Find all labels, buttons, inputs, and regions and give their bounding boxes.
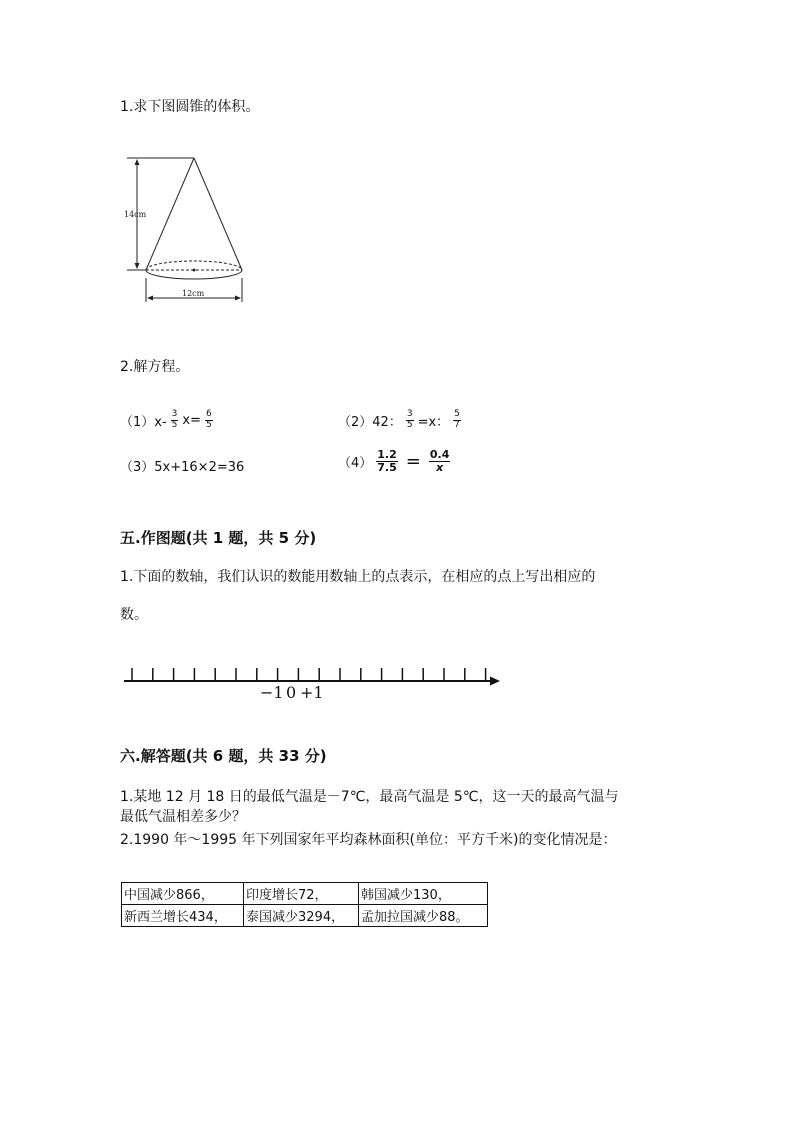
number-line-arrow-icon <box>490 677 500 686</box>
diameter-arrow-head-left <box>147 296 153 301</box>
cone-figure <box>120 150 260 310</box>
equation-4 <box>338 449 454 474</box>
equation-2-mid: =x： <box>417 414 450 430</box>
table-row <box>122 883 488 905</box>
equation-2-fraction-a: $\frac{3}{5}$ <box>406 409 413 430</box>
section-5-question-1-line-2: 数。 <box>120 607 148 623</box>
equation-1-fraction-a: $\frac{3}{5}$ <box>171 409 178 430</box>
table-row <box>122 905 488 927</box>
table-cell: 泰国减少3294， <box>244 905 359 927</box>
number-line-label-0: 0 <box>286 683 297 702</box>
question-1-text: 1.求下图圆锥的体积。 <box>120 99 260 115</box>
equation-3: （3）5x+16×2=36 <box>120 460 245 475</box>
section-6-question-1-line-2: 最低气温相差多少？ <box>120 809 246 825</box>
section-5-question-1-line-1: 1.下面的数轴，我们认识的数能用数轴上的点表示，在相应的点上写出相应的 <box>120 569 596 585</box>
cone-left-side <box>146 158 194 270</box>
equation-2-prefix: （2）42： <box>338 414 402 430</box>
number-line-label-minus-1: −1 <box>260 683 284 702</box>
number-line-ticks <box>132 668 486 681</box>
forest-change-table <box>121 882 488 927</box>
table-cell: 孟加拉国减少88。 <box>359 905 488 927</box>
height-arrow-head-bottom <box>135 263 140 269</box>
equation-1-mid: x= <box>182 412 201 428</box>
equation-4-fraction-a: $\frac{1.2}{7.5}$ <box>377 448 397 475</box>
cone-right-side <box>194 158 242 270</box>
height-arrow-head-top <box>135 159 140 165</box>
table-cell: 新西兰增长434， <box>122 905 244 927</box>
equation-4-fraction-b: $\frac{0.4}{x}$ <box>429 448 450 475</box>
equation-2 <box>338 410 465 431</box>
equation-1-fraction-b: $\frac{6}{5}$ <box>205 409 212 430</box>
equation-4-equals: = <box>405 451 421 473</box>
height-label: 14cm <box>124 210 147 219</box>
number-line <box>120 664 505 704</box>
table-cell: 韩国减少130， <box>359 883 488 905</box>
table-cell: 印度增长72， <box>244 883 359 905</box>
section-6-question-1-line-1: 1.某地 12 月 18 日的最低气温是－7℃，最高气温是 5℃，这一天的最高气温与 <box>120 789 619 805</box>
table-cell: 中国减少866， <box>122 883 244 905</box>
diameter-arrow-head-right <box>235 296 241 301</box>
cone-base-center <box>193 269 196 272</box>
equation-1 <box>120 410 217 431</box>
diameter-label: 12cm <box>182 289 205 298</box>
number-line-label-plus-1: +1 <box>300 683 324 702</box>
question-2-text: 2.解方程。 <box>120 359 190 375</box>
equation-2-fraction-b: $\frac{5}{7}$ <box>454 409 460 430</box>
section-6-question-2-text: 2.1990 年～1995 年下列国家年平均森林面积(单位：平方千米)的变化情况是： <box>120 832 617 848</box>
equation-1-prefix: （1）x- <box>120 414 167 430</box>
section-5-title: 五.作图题(共 1 题，共 5 分) <box>120 529 317 547</box>
section-6-title: 六.解答题(共 6 题，共 33 分) <box>120 747 327 765</box>
equation-4-prefix: （4） <box>338 456 373 472</box>
